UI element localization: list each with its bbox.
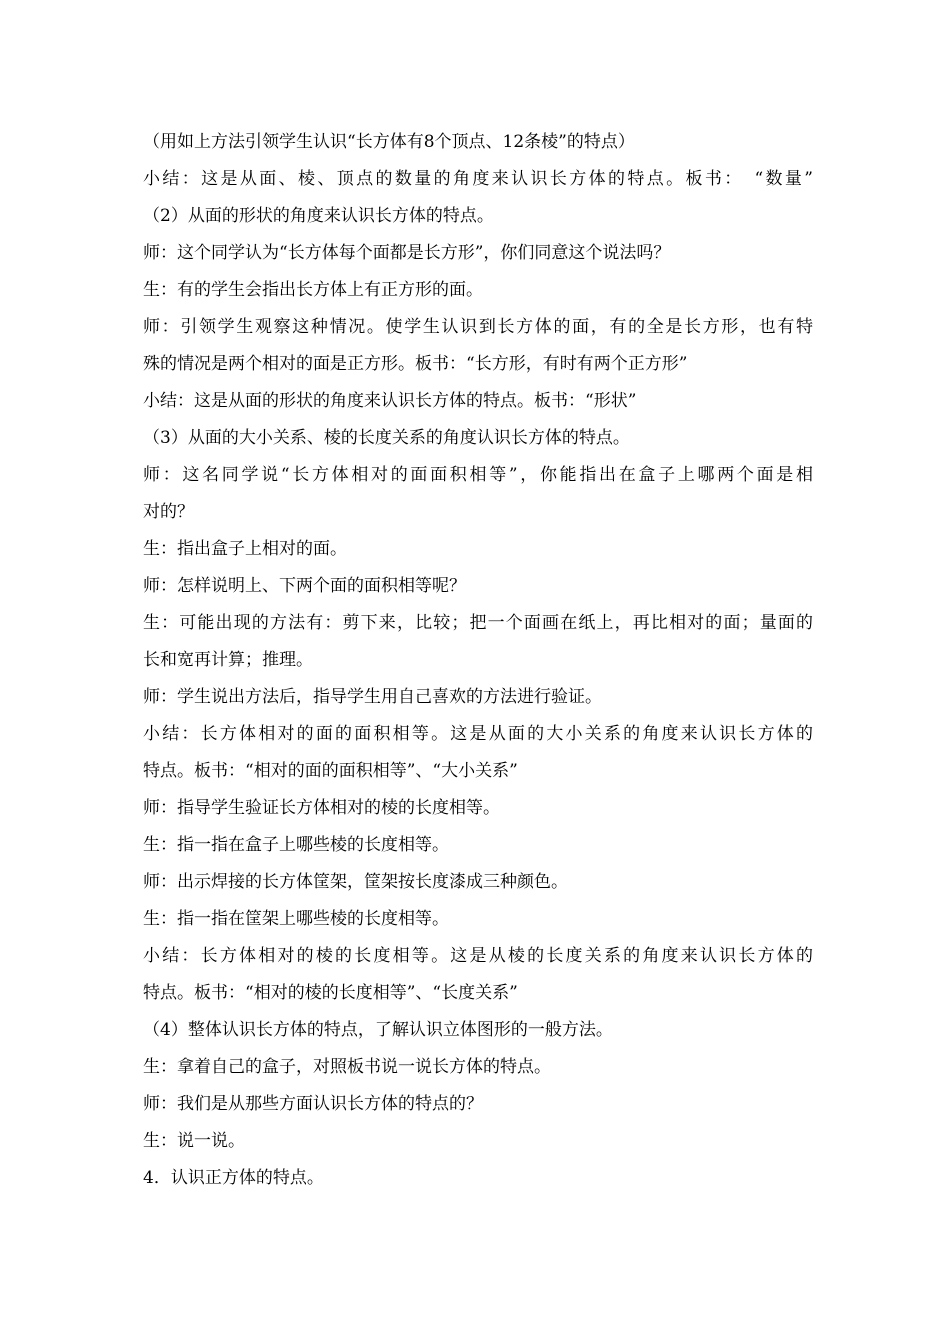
- text-line: 师：学生说出方法后，指导学生用自己喜欢的方法进行验证。: [143, 687, 602, 707]
- text-line: 殊的情况是两个相对的面是正方形。板书：“长方形，有时有两个正方形”: [143, 354, 688, 374]
- text-line: 小结：这是从面、棱、顶点的数量的角度来认识长方体的特点。板书： “数量”: [143, 169, 813, 189]
- text-line: 长和宽再计算；推理。: [143, 650, 313, 670]
- text-line: 生：说一说。: [143, 1131, 245, 1151]
- text-line: 生：指一指在盒子上哪些棱的长度相等。: [143, 835, 449, 855]
- text-line: 小结：长方体相对的面的面积相等。这是从面的大小关系的角度来认识长方体的: [143, 724, 813, 744]
- section-heading: 4．认识正方体的特点。: [143, 1168, 324, 1188]
- text-line: 生：拿着自己的盒子，对照板书说一说长方体的特点。: [143, 1057, 551, 1077]
- text-line: 小结：这是从面的形状的角度来认识长方体的特点。板书：“形状”: [143, 391, 637, 411]
- text-line: 特点。板书：“相对的棱的长度相等”、“长度关系”: [143, 983, 518, 1003]
- section-heading: （2）从面的形状的角度来认识长方体的特点。: [143, 206, 494, 226]
- text-line: 师：这个同学认为“长方体每个面都是长方形”，你们同意这个说法吗？: [143, 243, 671, 263]
- text-line: 师：出示焊接的长方体筐架，筐架按长度漆成三种颜色。: [143, 872, 568, 892]
- text-line: 师：指导学生验证长方体相对的棱的长度相等。: [143, 798, 500, 818]
- section-heading: （4）整体认识长方体的特点，了解认识立体图形的一般方法。: [143, 1020, 613, 1040]
- document-body: [143, 124, 813, 1197]
- text-line: 对的？: [143, 502, 194, 522]
- text-line: 师：怎样说明上、下两个面的面积相等呢？: [143, 576, 466, 596]
- section-heading: （3）从面的大小关系、棱的长度关系的角度认识长方体的特点。: [143, 428, 630, 448]
- text-line: （用如上方法引领学生认识“长方体有8个顶点、12条棱”的特点）: [143, 132, 635, 152]
- text-line: 小结：长方体相对的棱的长度相等。这是从棱的长度关系的角度来认识长方体的: [143, 946, 813, 966]
- text-line: 师：这名同学说“长方体相对的面面积相等”，你能指出在盒子上哪两个面是相: [143, 465, 813, 485]
- text-line: 特点。板书：“相对的面的面积相等”、“大小关系”: [143, 761, 518, 781]
- text-line: 师：我们是从那些方面认识长方体的特点的？: [143, 1094, 483, 1114]
- text-line: 师：引领学生观察这种情况。使学生认识到长方体的面，有的全是长方形，也有特: [143, 317, 813, 337]
- text-line: 生：有的学生会指出长方体上有正方形的面。: [143, 280, 483, 300]
- text-line: 生：指出盒子上相对的面。: [143, 539, 347, 559]
- text-line: 生：指一指在筐架上哪些棱的长度相等。: [143, 909, 449, 929]
- text-line: 生：可能出现的方法有：剪下来，比较；把一个面画在纸上，再比相对的面；量面的: [143, 613, 813, 633]
